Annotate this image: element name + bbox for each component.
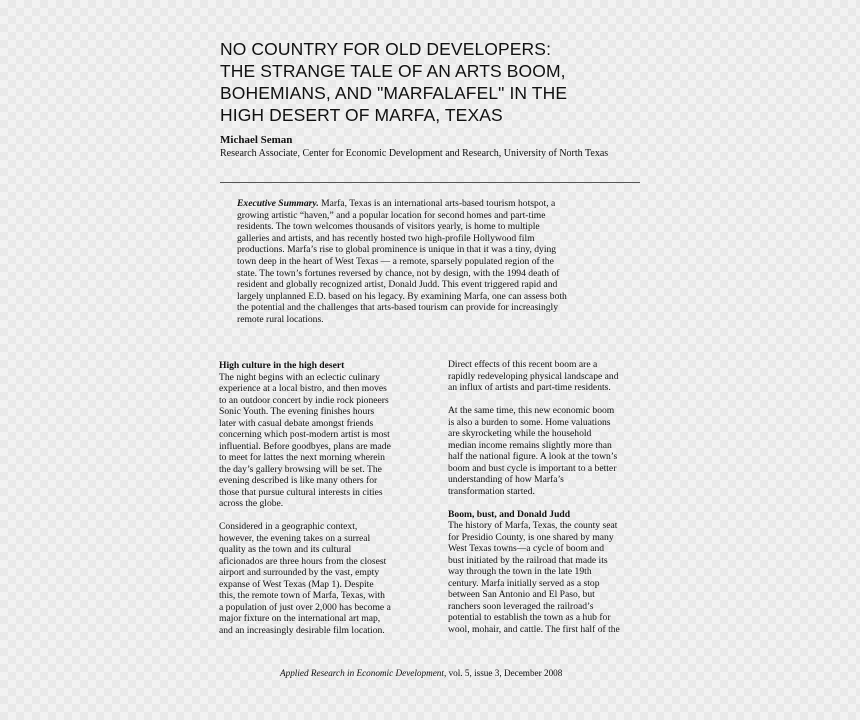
paragraph-gap bbox=[219, 510, 419, 522]
author-affiliation: Research Associate, Center for Economic Development and Research, University of North Texas bbox=[220, 148, 609, 159]
summary-line: remote rural locations. bbox=[237, 313, 324, 325]
body-line: major fixture on the international art map, bbox=[219, 613, 381, 624]
summary-lead: Executive Summary. bbox=[237, 198, 319, 209]
body-line: potential to establish the town as a hub for bbox=[448, 612, 611, 623]
body-line: the day’s gallery browsing will be set. The bbox=[219, 463, 382, 475]
body-line: this, the remote town of Marfa, Texas, with bbox=[219, 590, 385, 601]
body-line: and an increasingly desirable film location. bbox=[219, 624, 385, 636]
divider-rule bbox=[220, 182, 640, 183]
left-column bbox=[219, 360, 419, 636]
body-line: airport and surrounded by the vast, empty bbox=[219, 567, 380, 578]
body-line: understanding of how Marfa’s bbox=[448, 474, 564, 485]
body-line: those that pursue cultural interests in cities bbox=[219, 486, 383, 498]
title-line: HIGH DESERT OF MARFA, TEXAS bbox=[220, 105, 503, 125]
body-line: quality as the town and its cultural bbox=[219, 544, 352, 555]
body-line: across the globe. bbox=[219, 498, 284, 509]
body-line: ranchers soon leveraged the railroad’s bbox=[448, 600, 594, 612]
article-title bbox=[220, 38, 640, 126]
paragraph-gap bbox=[448, 394, 648, 406]
author-name: Michael Seman bbox=[220, 134, 293, 146]
title-line: BOHEMIANS, AND "MARFALAFEL" IN THE bbox=[220, 83, 568, 103]
body-line: aficionados are three hours from the closest bbox=[219, 555, 387, 567]
body-line: an influx of artists and part-time residents. bbox=[448, 382, 611, 393]
journal-name: Applied Research in Economic Development bbox=[280, 668, 444, 678]
body-line: concerning which post-modern artist is most bbox=[219, 429, 390, 440]
body-line: boom and bust cycle is important to a better bbox=[448, 462, 617, 474]
body-line: At the same time, this new economic boom bbox=[448, 405, 615, 416]
body-line: transformation started. bbox=[448, 485, 535, 497]
body-line: West Texas towns—a cycle of boom and bbox=[448, 543, 605, 554]
body-line: rapidly redeveloping physical landscape and bbox=[448, 370, 619, 382]
body-line: median income remains slightly more than bbox=[448, 439, 612, 451]
body-line: between San Antonio and El Paso, but bbox=[448, 589, 595, 600]
body-line: to meet for lattes the next morning wherein bbox=[219, 452, 385, 463]
body-line: is also a burden to some. Home valuations bbox=[448, 416, 611, 428]
body-line: bust initiated by the railroad that made its bbox=[448, 554, 608, 566]
summary-line: resident and globally recognized artist, Donald Judd. This event triggered rapid and bbox=[237, 279, 558, 291]
body-line: a population of just over 2,000 has become a bbox=[219, 601, 391, 613]
body-line: are skyrocketing while the household bbox=[448, 428, 592, 439]
body-line: century. Marfa initially served as a stop bbox=[448, 577, 600, 589]
summary-line-text: Marfa, Texas is an international arts-based tourism hotspot, a bbox=[321, 198, 556, 209]
body-line: Direct effects of this recent boom are a bbox=[448, 359, 598, 370]
title-line: NO COUNTRY FOR OLD DEVELOPERS: bbox=[220, 39, 552, 59]
body-line: The history of Marfa, Texas, the county seat bbox=[448, 520, 618, 531]
right-column bbox=[448, 359, 648, 635]
title-line: THE STRANGE TALE OF AN ARTS BOOM, bbox=[220, 61, 566, 81]
body-line: expanse of West Texas (Map 1). Despite bbox=[219, 578, 374, 590]
section-heading: Boom, bust, and Donald Judd bbox=[448, 508, 571, 520]
body-line: half the national figure. A look at the town’s bbox=[448, 451, 618, 462]
summary-line: largely unplanned E.D. based on his legacy. By examining Marfa, one can assess both bbox=[237, 290, 567, 302]
section-heading: High culture in the high desert bbox=[219, 360, 345, 371]
journal-footer bbox=[280, 668, 562, 678]
summary-line: growing artistic “haven,” and a popular location for second homes and part-time bbox=[237, 209, 546, 221]
body-line: later with casual debate amongst friends bbox=[219, 417, 374, 429]
paragraph-gap bbox=[448, 497, 648, 509]
body-line: way through the town in the late 19th bbox=[448, 566, 592, 577]
summary-line: productions. Marfa’s rise to global prominence is unique in that it was a tiny, dying bbox=[237, 244, 557, 256]
executive-summary bbox=[237, 198, 609, 326]
body-line: wool, mohair, and cattle. The first half of the bbox=[448, 623, 620, 635]
body-line: to an outdoor concert by indie rock pioneers bbox=[219, 394, 389, 406]
body-line: Considered in a geographic context, bbox=[219, 521, 358, 532]
body-line: however, the evening takes on a surreal bbox=[219, 532, 371, 544]
body-line: experience at a local bistro, and then moves bbox=[219, 383, 387, 394]
body-line: Sonic Youth. The evening finishes hours bbox=[219, 406, 375, 417]
summary-line bbox=[237, 198, 609, 210]
summary-line: residents. The town welcomes thousands of visitors yearly, is home to multiple bbox=[237, 221, 540, 233]
journal-issue: , vol. 5, issue 3, December 2008 bbox=[443, 668, 563, 678]
summary-line: state. The town’s fortunes reversed by chance, not by design, with the 1994 death of bbox=[237, 267, 560, 279]
body-line: The night begins with an eclectic culinary bbox=[219, 371, 380, 383]
body-line: for Presidio County, is one shared by many bbox=[448, 531, 614, 543]
body-line: influential. Before goodbyes, plans are made bbox=[219, 440, 391, 452]
summary-line: galleries and artists, and has recently hosted two high-profile Hollywood film bbox=[237, 232, 535, 244]
summary-line: the potential and the challenges that arts-based tourism can provide for increasingly bbox=[237, 302, 559, 314]
summary-line: town deep in the heart of West Texas — a remote, sparsely populated region of the bbox=[237, 255, 554, 267]
body-line: evening described is like many others for bbox=[219, 475, 378, 486]
